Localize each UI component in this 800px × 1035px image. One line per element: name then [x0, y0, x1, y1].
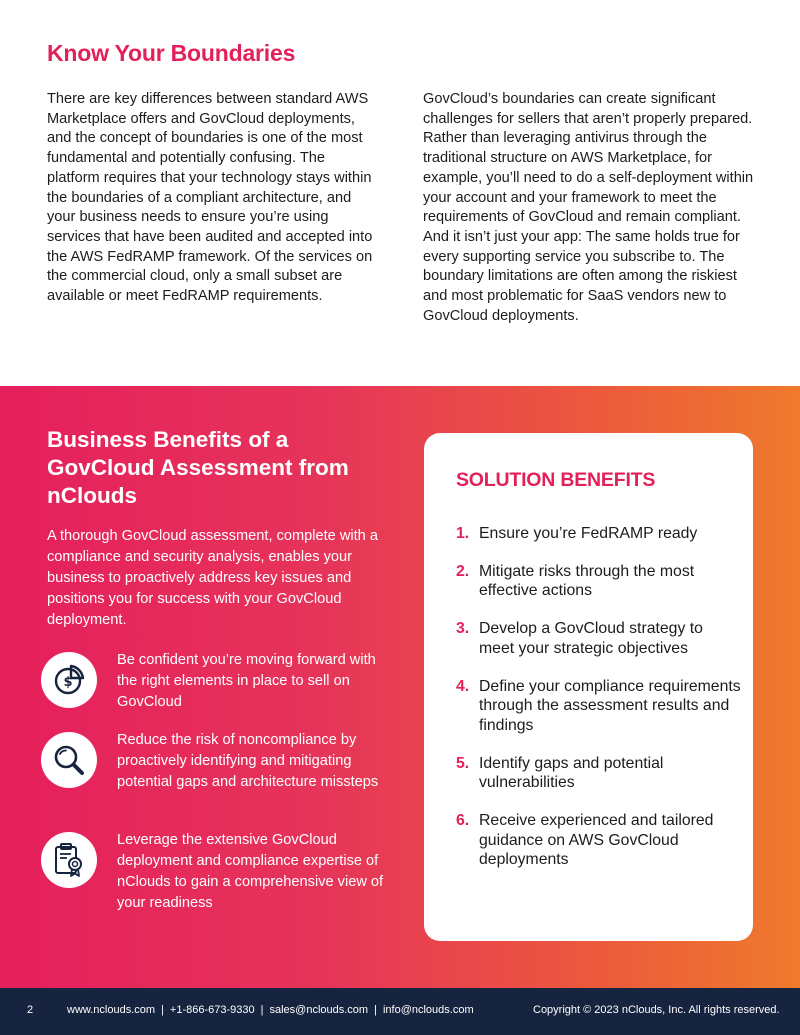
dollar-chart-icon — [41, 652, 97, 708]
magnifier-icon — [41, 732, 97, 788]
business-benefits-title: Business Benefits of a GovCloud Assessment from nClouds — [47, 427, 349, 508]
sales-email-link[interactable]: sales@nclouds.com — [269, 1004, 369, 1016]
divider: | — [374, 1004, 377, 1016]
boundaries-section — [0, 0, 800, 386]
feature-text: Reduce the risk of noncompliance by proactively identifying and mitigating potential gaps and architecture missteps — [117, 732, 379, 790]
list-number: 2. — [456, 562, 470, 580]
svg-text:$: $ — [63, 675, 73, 690]
list-item — [456, 811, 741, 870]
solution-benefits-card — [424, 433, 753, 941]
footer-contact — [67, 1004, 474, 1016]
certificate-clipboard-icon — [41, 832, 97, 888]
boundaries-left-paragraph: There are key differences between standard AWS Marketplace offers and GovCloud deployments, and the concept of boundaries is one of the most fundamental and potentially confusing. The platform requires that your technology stays within the boundaries of a compliant architecture, and your business needs to ensure you’re using services that have been audited and accepted into the AWS FedRAMP framework. Of the services on the commercial cloud, only a small subset are available or meet FedRAMP requirements. — [47, 91, 373, 305]
list-text: Receive experienced and tailored guidance on AWS GovCloud deployments — [479, 812, 714, 869]
solution-benefits-list — [456, 524, 741, 888]
boundaries-right-paragraph: GovCloud’s boundaries can create significant challenges for sellers that aren’t properly prepared. Rather than leveraging antivirus through the traditional structure on AWS Marketplace, for example, you’ll need to do a self-deployment within your account and your framework to meet the requirements of GovCloud and remain compliant. And it isn’t just your app: The same holds true for every supporting service you subscribe to. The boundary limitations are often among the riskiest and most problematic for SaaS vendors new to GovCloud deployments. — [423, 91, 754, 324]
info-email-link[interactable]: info@nclouds.com — [382, 1004, 474, 1016]
list-text: Identify gaps and potential vulnerabilities — [479, 754, 664, 792]
boundaries-title: Know Your Boundaries — [47, 40, 296, 66]
page-footer — [0, 988, 800, 1035]
list-text: Define your compliance requirements through the assessment results and findings — [479, 677, 741, 734]
list-item — [456, 619, 741, 658]
feature-text: Be confident you’re moving forward with the right elements in place to sell on GovCloud — [117, 652, 376, 710]
website-link[interactable]: www.nclouds.com — [67, 1004, 156, 1016]
list-item — [456, 562, 741, 601]
list-text: Ensure you’re FedRAMP ready — [479, 525, 698, 542]
list-text: Develop a GovCloud strategy to meet your strategic objectives — [479, 620, 703, 657]
list-number: 1. — [456, 525, 470, 542]
list-number: 3. — [456, 620, 470, 638]
page-number: 2 — [27, 1004, 34, 1016]
copyright: Copyright © 2023 nClouds, Inc. All rights reserved. — [533, 1004, 780, 1016]
list-item — [456, 754, 741, 793]
phone-number[interactable]: +1-866-673-9330 — [169, 1004, 255, 1016]
list-item — [456, 677, 741, 736]
divider: | — [260, 1004, 264, 1016]
business-benefits-section — [0, 386, 800, 988]
solution-benefits-title: SOLUTION BENEFITS — [456, 469, 656, 491]
business-benefits-intro: A thorough GovCloud assessment, complete with a compliance and security analysis, enables your business to proactively address key issues and positions you for success with your GovCloud deployment. — [47, 528, 378, 628]
feature-text: Leverage the extensive GovCloud deployment and compliance expertise of nClouds to gain a comprehensive view of your readiness — [117, 832, 384, 911]
list-text: Mitigate risks through the most effective actions — [479, 562, 695, 600]
list-item — [456, 524, 741, 544]
list-number: 6. — [456, 812, 470, 830]
list-number: 5. — [456, 754, 470, 772]
list-number: 4. — [456, 677, 470, 695]
divider: | — [161, 1004, 164, 1016]
